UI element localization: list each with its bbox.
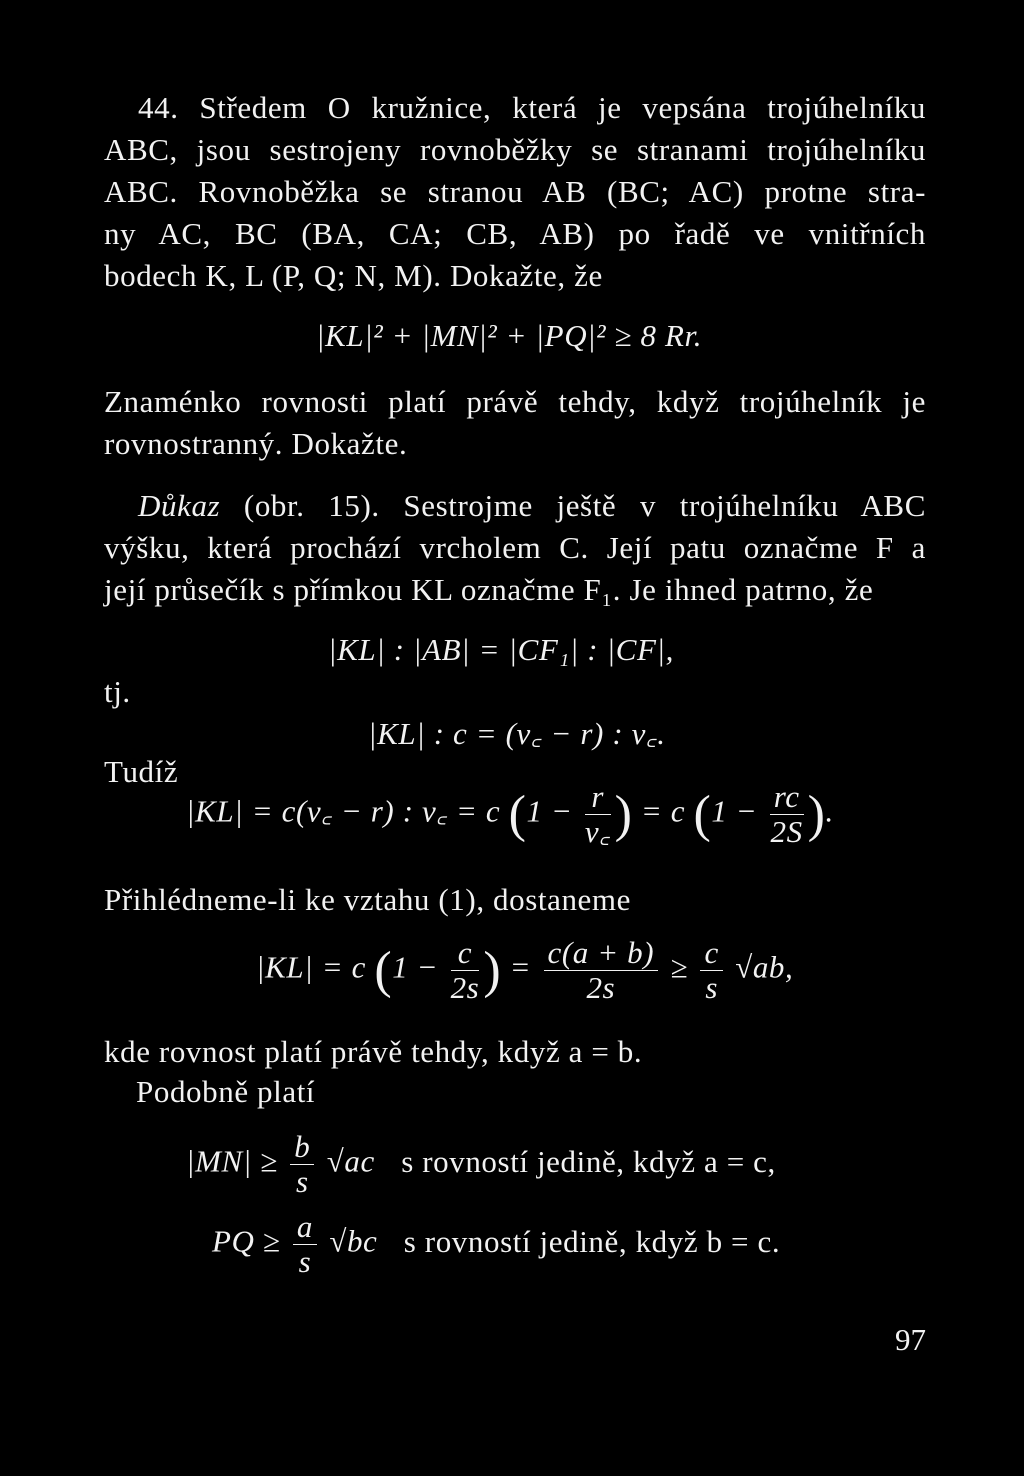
fraction-denominator: 2s [450,970,480,1005]
fraction-numerator: c(a + b) [544,936,659,971]
equality-condition-line-1: Znaménko rovnosti platí právě tehdy, když trojúhelník je [104,384,926,419]
prihlednem-line: Přihlédneme-li ke vztahu (1), dostaneme [104,882,631,917]
eq5-tail: √ac [326,1143,375,1179]
fraction-denominator: 2S [770,814,803,849]
eq3-one: 1 − [526,793,573,829]
left-paren: ( [374,942,393,999]
eq6-left: PQ ≥ [212,1223,281,1259]
proof-line-3: její průsečík s přímkou KL označme F₁. Je ihned patrno, že [104,572,874,607]
problem-line-1 [138,88,926,128]
fraction-numerator: c [700,936,722,971]
fraction-denominator: 2s [586,970,616,1005]
eq4-tail: √ab, [735,949,794,985]
fraction-rc-over-2S [770,780,804,849]
eq4-one: 1 − [392,949,439,985]
tj-label: tj. [104,674,131,709]
problem-line-4: ny AC, BC (BA, CA; CB, AB) po řadě ve vnitřních [104,216,926,251]
geq-sign: ≥ [670,949,689,985]
eq3-mid: = c [640,793,686,829]
right-paren: ) [807,786,826,843]
problem-line-2: ABC, jsou sestrojeny rovnoběžky se stranami trojúhelníku [104,132,926,167]
proof-label: Důkaz [138,488,221,523]
right-paren: ) [614,786,633,843]
equation-ratio-heights: |KL| : c = (v꜀ − r) : v꜀. [368,716,666,751]
podobne-line: Podobně platí [136,1074,316,1109]
fraction-numerator: rc [770,780,804,815]
fraction-denominator: v꜀ [584,814,611,849]
eq3-left: |KL| = c(v꜀ − r) : v꜀ = c [186,793,501,829]
fraction-c-over-2s [451,936,480,1005]
problem-text-line: Středem O kružnice, která je vepsána trojúhelníku [199,90,926,125]
fraction-numerator: c [451,936,480,971]
fraction-numerator: a [293,1210,317,1245]
fraction-a-over-s [293,1210,317,1279]
problem-line-5: bodech K, L (P, Q; N, M). Dokažte, že [104,258,603,293]
proof-line-1 [138,486,926,526]
tudiz-label: Tudíž [104,754,179,789]
equation-kl-bound [256,936,793,1005]
equation-ratio: |KL| : |AB| = |CF₁| : |CF|, [328,632,674,667]
right-paren: ) [483,942,502,999]
fraction-denominator: s [296,1164,309,1199]
equation-pq-bound [212,1210,780,1279]
fraction-b-over-s [290,1130,314,1199]
problem-line-3: ABC. Rovnoběžka se stranou AB (BC; AC) protne stra- [104,174,926,209]
fraction-numerator: r [585,780,611,815]
equality-condition-line-2: rovnostranný. Dokažte. [104,426,408,461]
page-number: 97 [895,1322,926,1357]
equals-sign: = [509,949,532,985]
kde-line: kde rovnost platí právě tehdy, když a = b. [104,1034,643,1069]
main-inequality: |KL|² + |MN|² + |PQ|² ≥ 8 Rr. [316,318,703,353]
proof-text: (obr. 15). Sestrojme ještě v trojúhelníku ABC [243,488,926,523]
left-paren: ( [508,786,527,843]
fraction-numerator: b [290,1130,314,1165]
eq4-left: |KL| = c [256,949,366,985]
equation-mn-bound [186,1130,776,1199]
left-paren: ( [693,786,712,843]
eq5-left: |MN| ≥ [186,1143,278,1179]
fraction-cab-over-2s [544,936,659,1005]
equation-kl-length [186,780,834,849]
fraction-denominator: s [298,1244,312,1279]
eq6-tail: √bc [329,1223,378,1259]
problem-number: 44. [138,90,179,125]
fraction-r-over-vc [585,780,611,849]
eq3-end: . [825,793,834,829]
fraction-c-over-s [700,936,722,1005]
eq3-one-second: 1 − [711,793,758,829]
eq5-text: s rovností jedině, když a = c, [401,1143,776,1179]
eq6-text: s rovností jedině, když b = c. [403,1223,781,1259]
fraction-denominator: s [705,970,718,1005]
proof-line-2: výšku, která prochází vrcholem C. Její patu označme F a [104,530,926,565]
